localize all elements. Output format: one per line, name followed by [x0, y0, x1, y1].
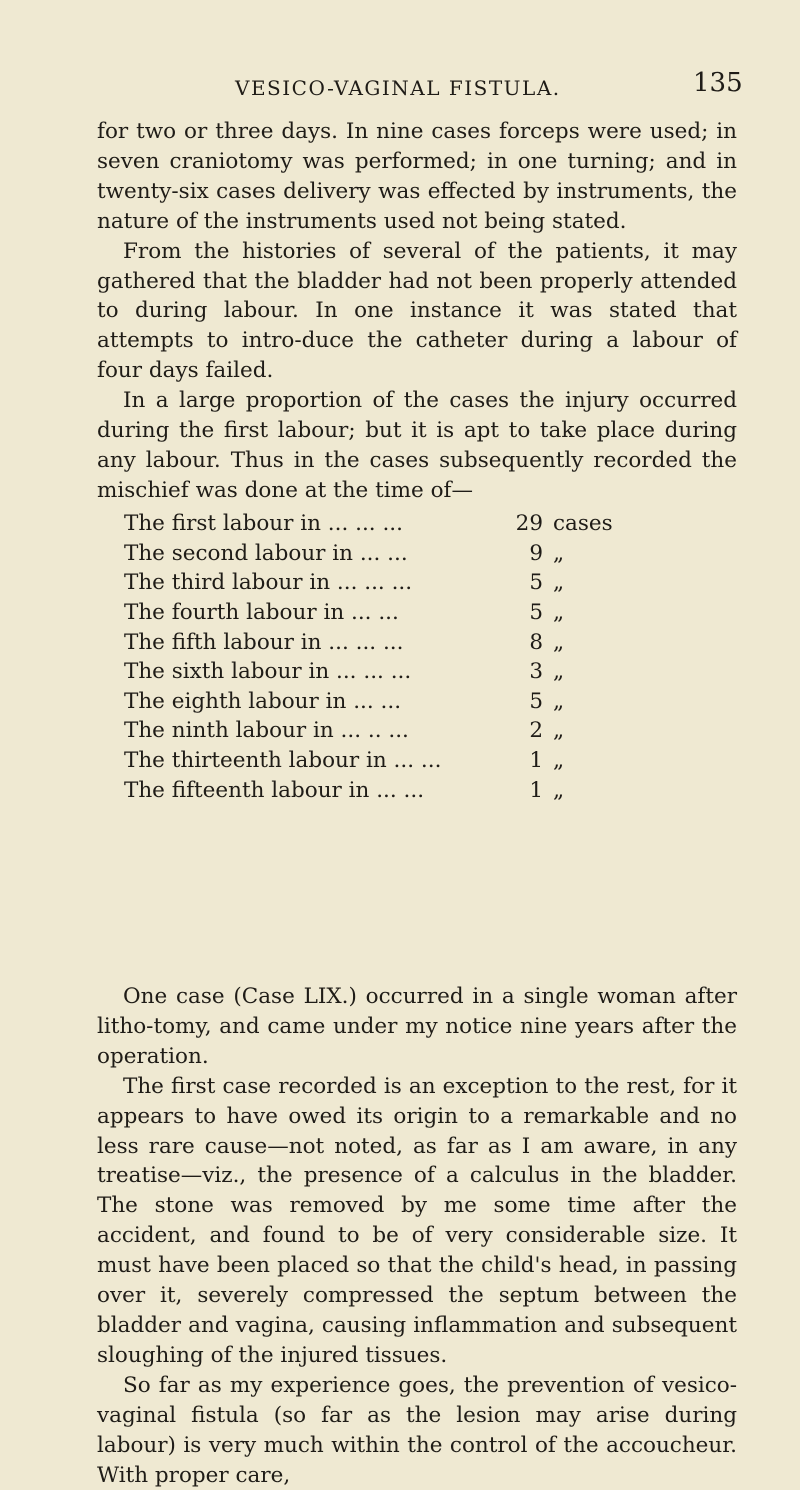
table-row — [124, 539, 613, 569]
table-row — [124, 598, 613, 628]
row-label: The third labour in ... ... ... — [124, 570, 413, 596]
running-head — [0, 68, 800, 106]
row-unit: cases — [553, 511, 613, 537]
body-text-bottom — [97, 982, 737, 1490]
table-row — [124, 687, 613, 717]
row-count: 9 — [529, 540, 543, 566]
row-unit: „ — [553, 629, 565, 655]
row-label: The fourth labour in ... ... — [124, 600, 399, 626]
row-label: The thirteenth labour in ... ... — [124, 748, 442, 774]
table-row — [124, 775, 613, 805]
table-row — [124, 509, 613, 539]
row-count: 5 — [529, 600, 543, 626]
labour-counts-table — [124, 509, 613, 805]
row-count: 1 — [529, 777, 543, 803]
row-count: 5 — [529, 570, 543, 596]
row-label: The first labour in ... ... ... — [124, 511, 403, 537]
paragraph-prevention: So far as my experience goes, the prevention of vesico-vaginal fistula (so far as the lesion may arise during labour) is very much within the control of the accoucheur. With proper care, — [97, 1372, 737, 1488]
paragraph-continued: for two or three days. In nine cases forceps were used; in seven craniotomy was performed; in one turning; and in twenty-six cases delivery was effected by instruments, the nature of the instruments used not being stated. — [97, 119, 737, 234]
page-number: 135 — [693, 68, 743, 98]
row-unit: „ — [553, 570, 565, 596]
row-unit: „ — [553, 718, 565, 744]
row-label: The ninth labour in ... .. ... — [124, 718, 409, 744]
row-count: 29 — [515, 511, 543, 537]
row-label: The fifth labour in ... ... ... — [124, 629, 404, 655]
row-count: 5 — [529, 688, 543, 714]
row-label: The second labour in ... ... — [124, 540, 408, 566]
row-label: The fifteenth labour in ... ... — [124, 777, 425, 803]
row-label: The sixth labour in ... ... ... — [124, 659, 412, 685]
table-row — [124, 716, 613, 746]
row-unit: „ — [553, 688, 565, 714]
paragraph-bladder: From the histories of several of the patients, it may gathered that the bladder had not been properly attended to during labour. In one instance it was stated that attempts to intro-duce the catheter during a labour of four days failed. — [97, 238, 737, 384]
body-text-top — [97, 117, 737, 506]
row-unit: „ — [553, 600, 565, 626]
table-row — [124, 568, 613, 598]
row-label: The eighth labour in ... ... — [124, 688, 402, 714]
running-title: VESICO-VAGINAL FISTULA. — [235, 76, 561, 100]
table-row — [124, 746, 613, 776]
table-row — [124, 627, 613, 657]
row-count: 3 — [529, 659, 543, 685]
paragraph-first-labour: In a large proportion of the cases the injury occurred during the first labour; but it is apt to take place during any labour. Thus in the cases subsequently recorded the mischief was done at the time of— — [97, 388, 737, 503]
row-unit: „ — [553, 540, 565, 566]
row-unit: „ — [553, 748, 565, 774]
row-unit: „ — [553, 659, 565, 685]
row-count: 8 — [529, 629, 543, 655]
paragraph-lithotomy-case: One case (Case LIX.) occurred in a single woman after litho-tomy, and came under my notice nine years after the operation. — [97, 984, 737, 1069]
row-count: 1 — [529, 748, 543, 774]
row-count: 2 — [529, 718, 543, 744]
paragraph-calculus: The first case recorded is an exception to the rest, for it appears to have owed its origin to a remarkable and no less rare cause—not noted, as far as I am aware, in any treatise—viz., the presence of a calculus in the bladder. The stone was removed by me some time after the accident, and found to be of very considerable size. It must have been placed so that the child's head, in passing over it, severely compressed the septum between the bladder and vagina, causing inflammation and subsequent sloughing of the injured tissues. — [97, 1073, 737, 1368]
table-row — [124, 657, 613, 687]
row-unit: „ — [553, 777, 565, 803]
